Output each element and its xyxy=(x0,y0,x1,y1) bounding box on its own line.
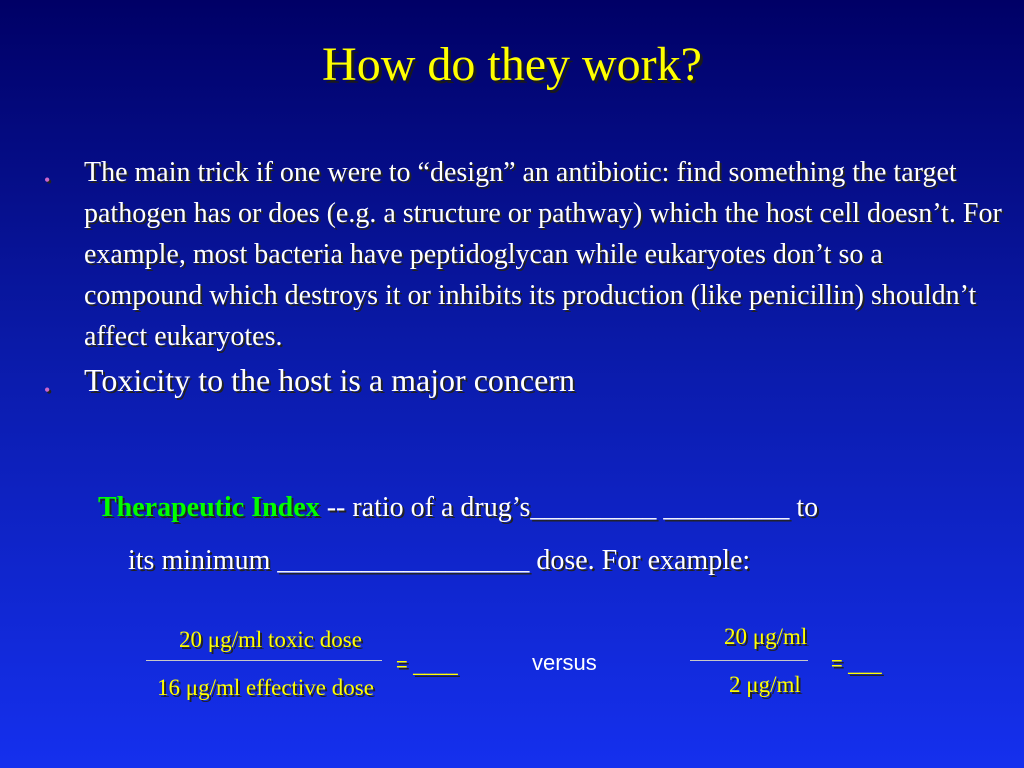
left-numerator: 20 μg/ml toxic dose xyxy=(179,627,362,652)
slide-title: How do they work? xyxy=(322,38,702,91)
bullet-item xyxy=(44,152,1004,357)
right-denominator: 2 μg/ml xyxy=(729,672,801,697)
bullet-item xyxy=(44,357,1004,403)
versus-label: versus xyxy=(532,650,597,675)
definition-text: -- ratio of a drug’s_________ _________ to xyxy=(319,492,819,523)
right-result: = ___ xyxy=(831,653,882,675)
left-fraction-bar xyxy=(146,660,382,661)
left-result: = ____ xyxy=(396,654,458,676)
bullet-text: The main trick if one were to “design” an antibiotic: find something the target pathogen has or does (e.g. a structure or pathway) which the host cell doesn’t. For example, most bacteria have peptidoglycan while eukaryotes don’t so a compound which destroys it or inhibits its production (like penicillin) shouldn’t affect eukaryotes. xyxy=(84,157,1002,352)
therapeutic-index-term: Therapeutic Index xyxy=(98,492,320,523)
bullet-text: Toxicity to the host is a major concern xyxy=(84,362,575,398)
right-fraction-bar xyxy=(690,660,808,661)
bullet-dot-icon: • xyxy=(44,170,51,190)
bullet-list xyxy=(44,152,1004,403)
bullet-dot-icon: • xyxy=(44,380,51,400)
therapeutic-index-definition xyxy=(98,486,818,530)
right-numerator: 20 μg/ml xyxy=(724,624,808,649)
definition-continuation: its minimum __________________ dose. For example: xyxy=(128,545,751,576)
left-denominator: 16 μg/ml effective dose xyxy=(157,675,374,700)
